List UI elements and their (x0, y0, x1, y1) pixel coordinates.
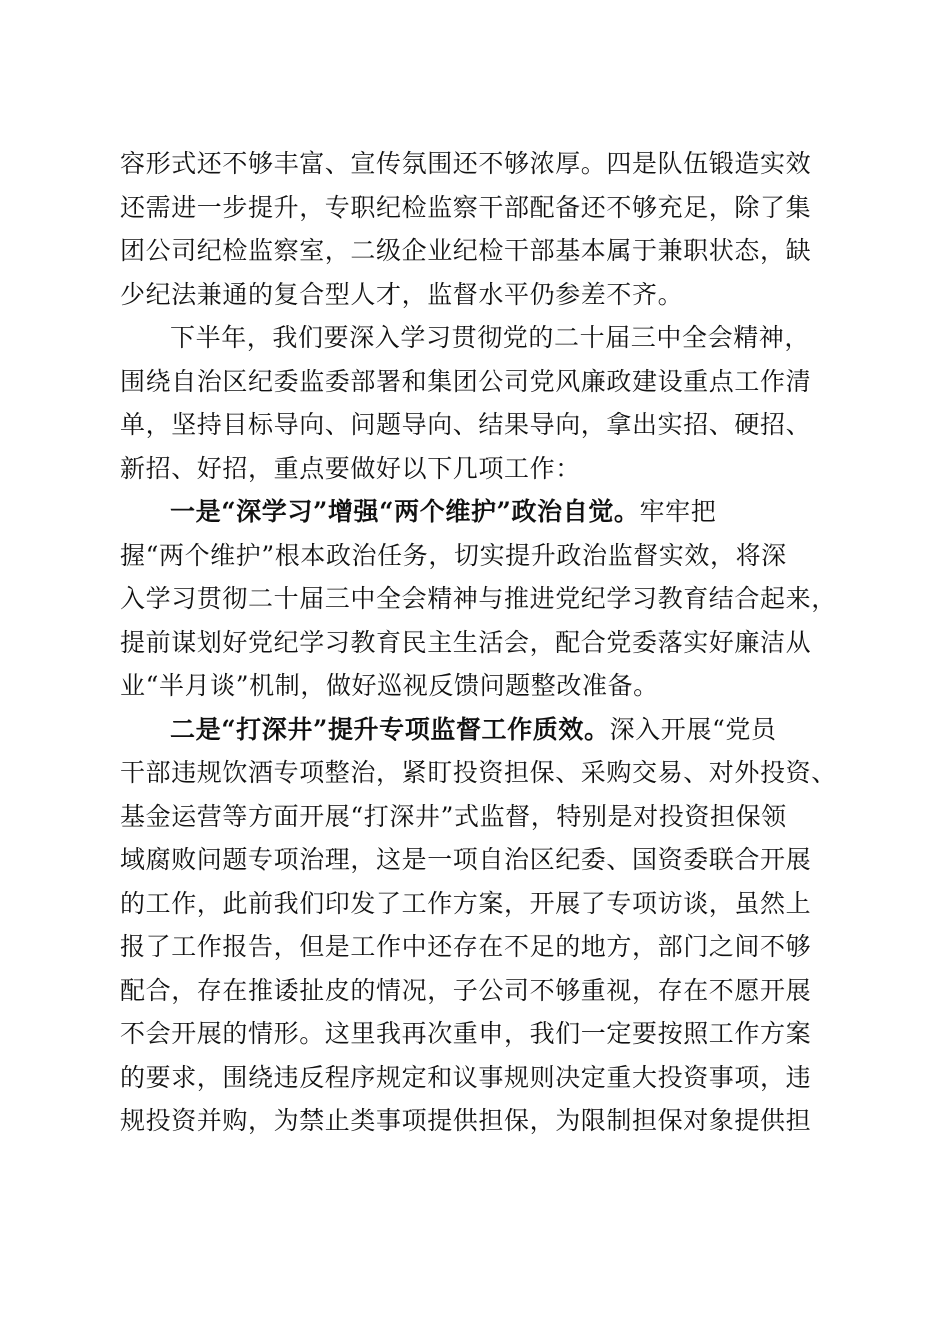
text-line: 业“半月谈”机制，做好巡视反馈问题整改准备。 (120, 671, 659, 700)
text-line: 围绕自治区纪委监委部署和集团公司党风廉政建设重点工作清 (120, 366, 812, 396)
section-text-1: 牢牢把 (639, 497, 717, 526)
text-line: 握“两个维护”根本政治任务，切实提升政治监督实效，将深 (120, 540, 787, 570)
paragraph-start-line (120, 708, 830, 752)
text-line: 的要求，围绕违反程序规定和议事规则决定重大投资事项，违 (120, 1062, 812, 1092)
document-body (120, 142, 837, 1143)
text-line: 的工作，此前我们印发了工作方案，开展了专项访谈，虽然上 (120, 888, 812, 918)
text-line: 提前谋划好党纪学习教育民主生活会，配合党委落实好廉洁从 (120, 627, 812, 657)
paragraph-start-line (120, 490, 830, 534)
text-line: 配合，存在推诿扯皮的情况，子公司不够重视，存在不愿开展 (120, 975, 812, 1005)
text-line: 报了工作报告，但是工作中还存在不足的地方，部门之间不够 (120, 932, 812, 961)
text-line: 域腐败问题专项治理，这是一项自治区纪委、国资委联合开展 (120, 845, 812, 874)
text-line: 干部违规饮酒专项整治，紧盯投资担保、采购交易、对外投资、 (120, 758, 837, 787)
paragraph-start-line: 下半年，我们要深入学习贯彻党的二十届三中全会精神， (170, 323, 811, 352)
text-line: 团公司纪检监察室，二级企业纪检干部基本属于兼职状态，缺 (120, 236, 812, 265)
text-line: 容形式还不够丰富、宣传氛围还不够浓厚。四是队伍锻造实效 (120, 149, 812, 178)
text-line: 单，坚持目标导向、问题导向、结果导向，拿出实招、硬招、 (120, 410, 812, 439)
text-line: 规投资并购，为禁止类事项提供担保，为限制担保对象提供担 (120, 1106, 812, 1135)
section-heading-2: 二是“打深井”提升专项监督工作质效。 (170, 714, 610, 744)
section-text-2: 深入开展“党员 (609, 714, 777, 744)
text-line: 基金运营等方面开展“打深井”式监督，特别是对投资担保领 (120, 801, 787, 831)
text-line: 还需进一步提升，专职纪检监察干部配备还不够充足，除了集 (120, 192, 812, 222)
text-line: 少纪法兼通的复合型人才，监督水平仍参差不齐。 (120, 279, 684, 309)
text-line: 不会开展的情形。这里我再次重申，我们一定要按照工作方案 (120, 1019, 812, 1048)
text-line: 新招、好招，重点要做好以下几项工作： (120, 453, 581, 483)
section-heading-1: 一是“深学习”增强“两个维护”政治自觉。 (170, 497, 640, 526)
text-line: 入学习贯彻二十届三中全会精神与推进党纪学习教育结合起来， (120, 584, 837, 613)
